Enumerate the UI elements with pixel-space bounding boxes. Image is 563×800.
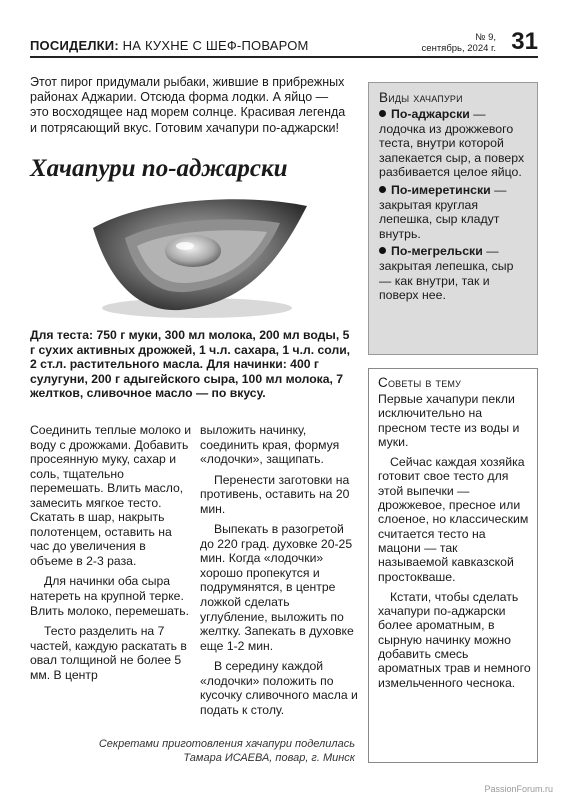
type-item [379, 183, 529, 241]
type-item [379, 244, 529, 302]
instruction-paragraph: Выпекать в разогретой до 220 град. духовке 20-25 мин. Когда «лодочки» хорошо пропекутся и подрумянятся, в центре ложкой сделать углубление, выложить по желтку. Запекать в духовке еще 1-2 мин. [200, 522, 354, 653]
watermark: PassionForum.ru [484, 784, 553, 794]
type-name: По-имеретински [391, 182, 491, 197]
instruction-paragraph: Перенести заготовки на противень, оставить на 20 мин. [200, 472, 350, 516]
author-credit [30, 737, 355, 765]
instruction-paragraph: В середину каждой «лодочки» положить по кусочку сливочного масла и подать к столу. [200, 659, 358, 717]
instruction-paragraph: Соединить теплые молоко и воду с дрожжами. Добавить просеянную муку, сахар и соль, тщательно перемешать. Влить масло, замесить мягкое тесто. Скатать в шар, накрыть полотенцем, оставить на час до увеличения в объеме в 2-3 раза. [30, 423, 192, 568]
instruction-paragraph: выложить начинку, соединить края, формуя «лодочки», защипать. [200, 423, 340, 467]
issue-info [422, 32, 496, 54]
section-subtitle: НА КУХНЕ С ШЕФ-ПОВАРОМ [122, 38, 309, 53]
bullet-icon [379, 110, 386, 117]
issue-number: № 9, [475, 32, 496, 43]
ingredients: Для теста: 750 г муки, 300 мл молока, 200 мл воды, 5 г сухих активных дрожжей, 1 ч.л. сахара, 1 ч.л. соли, 2 ст.л. растительного масла. Для начинки: 400 г сулугуни, 200 г адыгейского сыра, 100 мл молока, 7 желтков, сливочное масло — по вкусу. [30, 328, 351, 401]
type-item [379, 107, 529, 180]
section-title [30, 38, 309, 53]
intro-text: Этот пирог придумали рыбаки, жившие в прибрежных районах Аджарии. Отсюда форма лодки. А яйцо — это восходящее над морем солнце. Красивая легенда и потрясающий вкус. Готовим хачапури по-аджарски! [30, 75, 346, 135]
type-description: — закрытая круглая лепешка, сыр кладут внутрь. [379, 182, 507, 241]
khachapuri-photo [85, 188, 315, 323]
article-title: Хачапури по-аджарски [30, 155, 288, 182]
credit-line: Секретами приготовления хачапури поделилась [98, 738, 355, 750]
instruction-paragraph: Для начинки оба сыра натереть на крупной терке. Влить молоко, перемешать. [30, 574, 189, 618]
bullet-icon [379, 186, 386, 193]
credit-author: Тамара ИСАЕВА, повар, г. Минск [183, 752, 355, 764]
issue-date: сентябрь, 2024 г. [421, 43, 496, 54]
page-number: 31 [511, 28, 538, 55]
tip-paragraph: Сейчас каждая хозяйка готовит свое тесто для этой выпечки — дрожжевое, пресное или слоеное, но классическим считается тесто на мацони — так называемой кавказской простокваше. [378, 455, 529, 584]
type-description: — лодочка из дрожжевого теста, внутри которой запекается сыр, а поверх разбивается целое яйцо. [379, 107, 525, 180]
tip-paragraph: Кстати, чтобы сделать хачапури по-аджарски более ароматным, в сырную начинку можно добавить смесь ароматных трав и немного измельченного чеснока. [378, 589, 531, 690]
sidebar-tips [368, 368, 538, 763]
sidebar-title: Советы в тему [378, 375, 462, 390]
page-header [30, 30, 538, 58]
type-description: — закрытая лепешка, сыр — как внутри, так и поверх нее. [379, 244, 514, 303]
bullet-icon [379, 247, 386, 254]
section-name: ПОСИДЕЛКИ: [30, 38, 119, 53]
sidebar-khachapuri-types [368, 82, 538, 355]
sidebar-title: Виды хачапури [379, 90, 463, 105]
instructions-column-2 [200, 423, 358, 717]
instruction-paragraph: Тесто разделить на 7 частей, каждую раскатать в овал толщиной не более 5 мм. В центр [30, 624, 187, 682]
tip-paragraph: Первые хачапури пекли исключительно на пресном тесте из воды и муки. [378, 392, 520, 449]
instructions-column-1 [30, 423, 192, 682]
type-name: По-аджарски [391, 107, 470, 121]
type-name: По-мегрельски [391, 244, 483, 259]
